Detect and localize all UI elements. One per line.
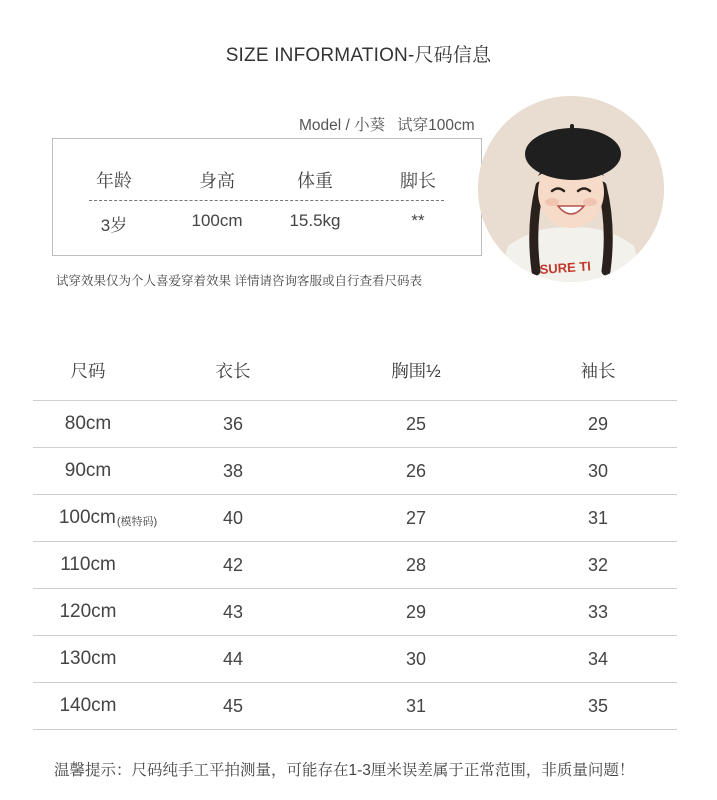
header-sleeve: 袖长 xyxy=(580,360,616,381)
size-value: 90cm xyxy=(64,460,112,481)
model-value-foot: ** xyxy=(411,211,425,230)
model-label: Model / 小葵 xyxy=(299,117,386,134)
model-header-foot: 脚长 xyxy=(400,171,436,191)
size-value: 120cm xyxy=(59,601,117,622)
model-size-note: (模特码) xyxy=(116,516,158,528)
length-cell: 38 xyxy=(222,460,244,481)
model-header-height: 身高 xyxy=(199,171,235,191)
table-row xyxy=(33,542,677,589)
chest-cell: 27 xyxy=(405,507,427,528)
size-cell xyxy=(33,542,143,588)
sleeve-cell: 30 xyxy=(587,460,609,481)
sleeve-cell: 29 xyxy=(587,413,609,434)
model-photo xyxy=(478,96,664,282)
length-cell: 44 xyxy=(222,648,244,669)
size-cell xyxy=(33,448,143,494)
size-value: 110cm xyxy=(60,554,116,575)
try-on-note: 试穿效果仅为个人喜爱穿着效果 详情请咨询客服或自行查看尺码表 xyxy=(56,274,422,288)
size-value: 130cm xyxy=(59,648,117,669)
model-dashed-divider xyxy=(89,200,444,201)
size-value: 140cm xyxy=(59,695,117,716)
sleeve-cell: 32 xyxy=(587,554,609,575)
sleeve-cell: 33 xyxy=(587,601,609,622)
size-cell xyxy=(33,589,143,635)
page-title: SIZE INFORMATION-尺码信息 xyxy=(225,45,492,66)
size-cell xyxy=(33,636,143,682)
size-value: 100cm xyxy=(58,507,116,528)
header-length: 衣长 xyxy=(215,360,251,381)
model-value-age: 3岁 xyxy=(100,216,128,235)
table-row xyxy=(33,401,677,448)
size-cell xyxy=(33,401,143,447)
model-trial-size: 试穿100cm xyxy=(397,117,475,134)
size-value: 80cm xyxy=(64,413,112,434)
model-header-weight: 体重 xyxy=(297,171,333,191)
size-cell xyxy=(43,495,173,541)
chest-cell: 31 xyxy=(405,695,427,716)
header-size: 尺码 xyxy=(70,360,106,381)
sleeve-cell: 34 xyxy=(587,648,609,669)
chest-cell: 29 xyxy=(405,601,427,622)
table-row xyxy=(33,589,677,636)
model-value-weight: 15.5kg xyxy=(289,211,341,230)
chest-cell: 30 xyxy=(405,648,427,669)
measurement-note: 温馨提示：尺码纯手工平拍测量，可能存在1-3厘米误差属于正常范围，非质量问题！ xyxy=(54,762,635,779)
model-measurements-box xyxy=(52,138,482,256)
model-header-age: 年龄 xyxy=(96,171,132,191)
table-row xyxy=(33,495,677,542)
model-photo-illustration xyxy=(478,96,664,282)
chest-cell: 28 xyxy=(405,554,427,575)
chest-cell: 25 xyxy=(405,413,427,434)
length-cell: 42 xyxy=(222,554,244,575)
header-chest: 胸围½ xyxy=(391,360,441,381)
model-info-line xyxy=(299,113,475,135)
model-value-height: 100cm xyxy=(191,211,243,230)
length-cell: 40 xyxy=(222,507,244,528)
size-table-header xyxy=(33,340,677,401)
size-cell xyxy=(33,683,143,729)
sleeve-cell: 31 xyxy=(587,507,609,528)
table-row xyxy=(33,636,677,683)
shirt-print-text: SURE TI xyxy=(539,258,592,277)
length-cell: 36 xyxy=(222,413,244,434)
sleeve-cell: 35 xyxy=(587,695,609,716)
size-table xyxy=(33,340,677,730)
table-row xyxy=(33,683,677,730)
chest-cell: 26 xyxy=(405,460,427,481)
length-cell: 43 xyxy=(222,601,244,622)
table-row xyxy=(33,448,677,495)
length-cell: 45 xyxy=(222,695,244,716)
